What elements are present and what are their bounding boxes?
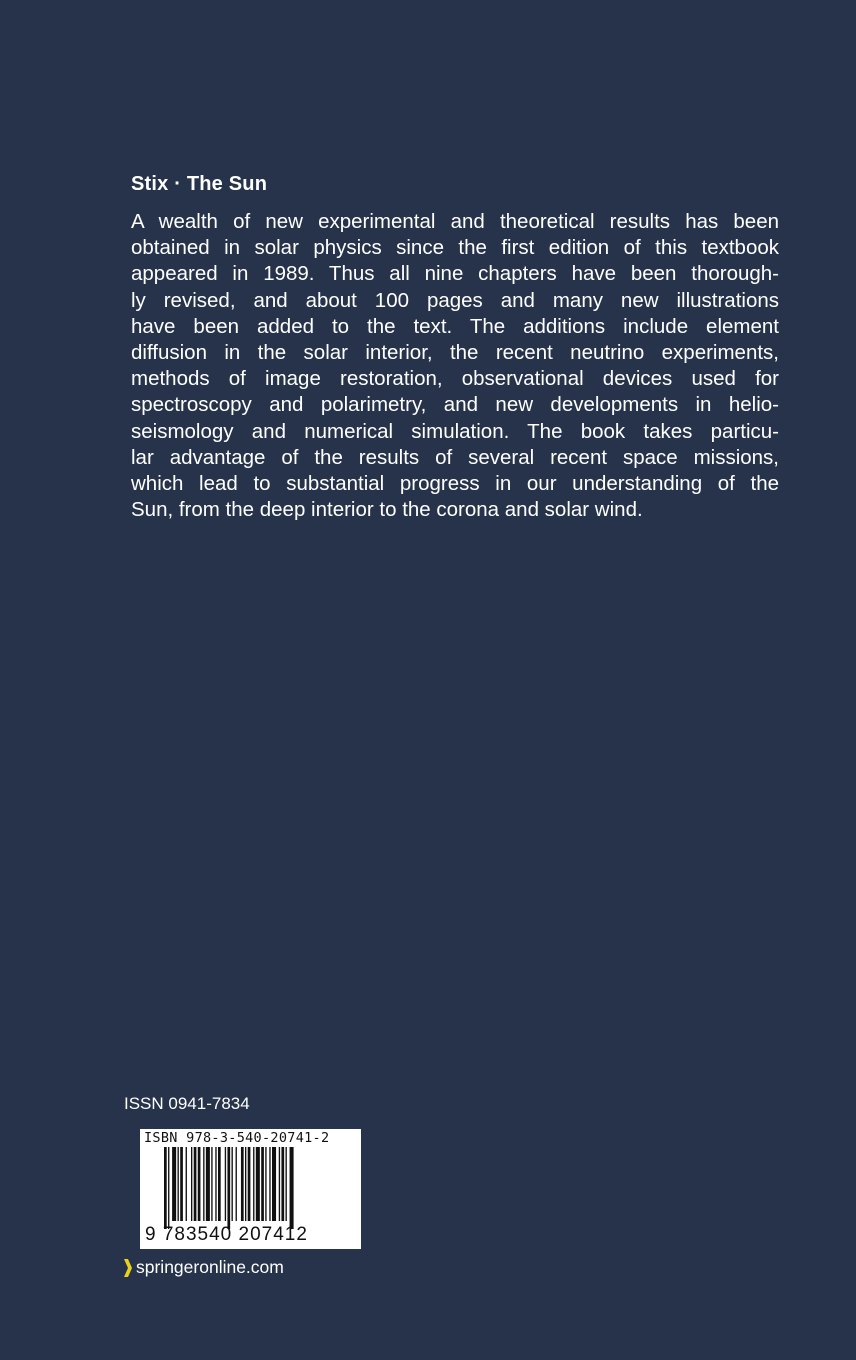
barcode-bar (269, 1147, 270, 1221)
barcode-bar (218, 1147, 221, 1221)
barcode-bar (215, 1147, 216, 1221)
barcode-bar (180, 1147, 183, 1221)
description-line: seismology and numerical simulation. The book takes particu- (131, 419, 779, 443)
description-line: ly revised, and about 100 pages and many new illustrations (131, 288, 779, 312)
description-line: have been added to the text. The additions include element (131, 314, 779, 338)
description-line: spectroscopy and polarimetry, and new developments in helio- (131, 393, 779, 417)
barcode-bar (241, 1147, 244, 1221)
description-line: lar advantage of the results of several recent space missions, (131, 445, 779, 469)
barcode-bar (225, 1147, 226, 1221)
chevron-right-icon (123, 1258, 133, 1278)
barcode-bar (164, 1147, 167, 1229)
barcode-bar (172, 1147, 176, 1221)
isbn-barcode (140, 1129, 361, 1249)
barcode-bar (194, 1147, 197, 1221)
barcode-bar (253, 1147, 254, 1221)
book-description (131, 209, 779, 523)
publisher-link[interactable] (123, 1257, 284, 1278)
barcode-bar (206, 1147, 210, 1221)
barcode-bar (191, 1147, 192, 1221)
barcode-bar (248, 1147, 251, 1221)
description-line: appeared in 1989. Thus all nine chapters have been thorough- (131, 262, 779, 286)
barcode-bar (168, 1147, 169, 1229)
issn-number: ISSN 0941-7834 (124, 1094, 250, 1113)
description-line: methods of image restoration, observational devices used for (131, 367, 779, 391)
barcode-bar (272, 1147, 276, 1221)
barcode-bar (232, 1147, 233, 1221)
barcode-bar (256, 1147, 260, 1221)
barcode-bar (186, 1147, 187, 1221)
book-title: Stix · The Sun (131, 173, 268, 195)
publisher-url: springeronline.com (136, 1257, 284, 1277)
isbn-label: ISBN 978-3-540-20741-2 (144, 1130, 330, 1146)
barcode-bar (281, 1147, 284, 1221)
barcode-bar (286, 1147, 287, 1221)
description-line: obtained in solar physics since the first edition of this textbook (131, 236, 779, 260)
description-line: diffusion in the solar interior, the recent neutrino experiments, (131, 340, 779, 364)
barcode-bar (227, 1147, 230, 1229)
description-line: which lead to substantial progress in our understanding of the (131, 471, 779, 495)
barcode-bar (290, 1147, 294, 1229)
barcode-bar (265, 1147, 266, 1221)
barcode-bar (279, 1147, 280, 1221)
barcode-bar (198, 1147, 201, 1221)
barcode-digits: 9 783540 207412 (145, 1224, 308, 1245)
barcode-bar (203, 1147, 204, 1221)
barcode-bar (211, 1147, 212, 1221)
barcode-bar (236, 1147, 237, 1221)
barcode-bar (261, 1147, 264, 1221)
barcode-bar (245, 1147, 246, 1221)
description-line: Sun, from the deep interior to the corona and solar wind. (131, 498, 643, 522)
barcode-bar (178, 1147, 179, 1221)
description-line: A wealth of new experimental and theoretical results has been (131, 210, 779, 233)
